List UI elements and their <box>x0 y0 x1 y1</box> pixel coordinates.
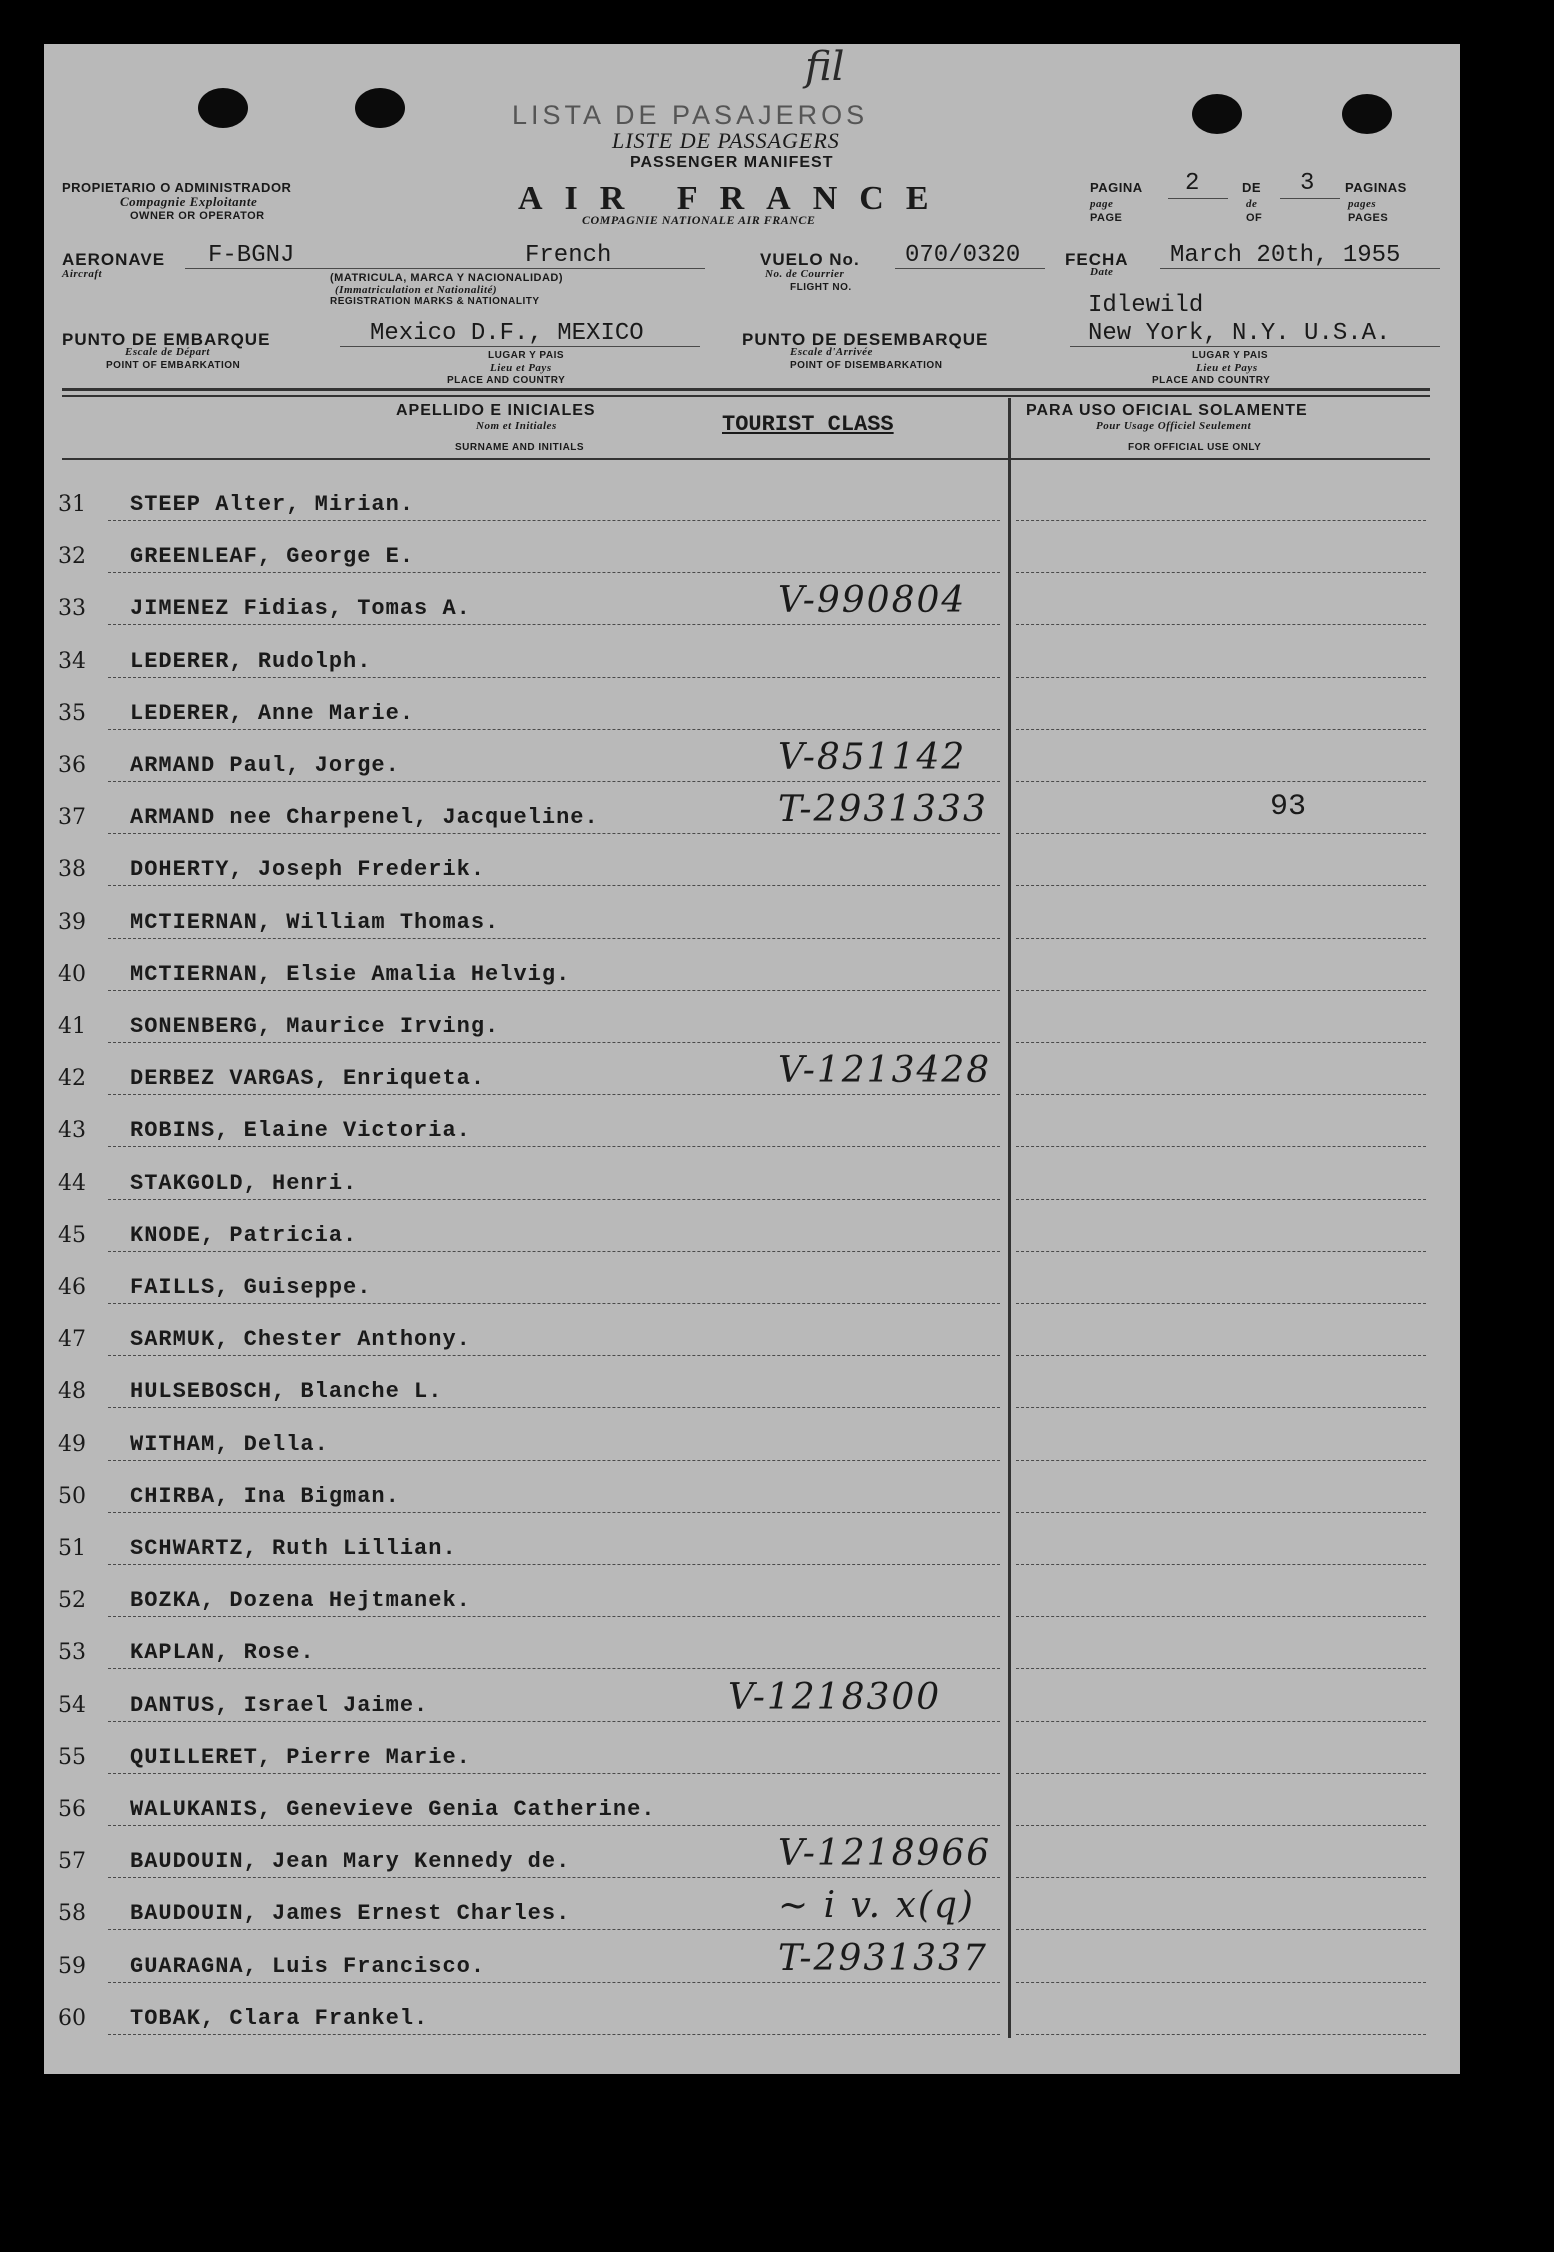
official-column-header: PARA USO OFICIAL SOLAMENTE <box>1026 402 1308 419</box>
row-rule <box>108 1982 1000 1983</box>
official-row-rule <box>1016 1929 1426 1930</box>
row-number: 52 <box>58 1588 86 1614</box>
official-row-rule <box>1016 1146 1426 1147</box>
pages-label: PAGINAS <box>1345 180 1407 195</box>
row-rule <box>108 572 1000 573</box>
flight-date: March 20th, 1955 <box>1170 242 1401 269</box>
official-row-rule <box>1016 938 1426 939</box>
names-column-header-fr: Nom et Initiales <box>476 420 557 432</box>
owner-label-en: OWNER OR OPERATOR <box>130 210 265 222</box>
row-number: 40 <box>58 961 86 987</box>
official-column-header-en: FOR OFFICIAL USE ONLY <box>1128 442 1262 453</box>
disembark-place-label-fr: Lieu et Pays <box>1196 362 1258 374</box>
row-rule <box>108 1721 1000 1722</box>
document-number: V-1213428 <box>778 1050 992 1092</box>
official-row-rule <box>1016 833 1426 834</box>
document-number: V-851142 <box>778 737 967 778</box>
row-number: 56 <box>58 1797 86 1822</box>
row-number: 57 <box>58 1849 86 1875</box>
document-number: V-990804 <box>778 580 967 622</box>
punch-hole <box>355 88 405 128</box>
passenger-name: JIMENEZ Fidias, Tomas A. <box>130 596 471 622</box>
flight-label: VUELO No. <box>760 250 860 269</box>
official-row-rule <box>1016 1303 1426 1304</box>
embark-place-label: LUGAR Y PAIS <box>488 350 565 361</box>
official-column-header-fr: Pour Usage Officiel Seulement <box>1096 420 1252 432</box>
passenger-name: STAKGOLD, Henri. <box>130 1170 358 1196</box>
column-divider <box>1008 398 1011 2038</box>
aircraft-label: AERONAVE <box>62 250 166 269</box>
row-rule <box>108 2034 1000 2035</box>
row-rule <box>108 1668 1000 1669</box>
row-number: 58 <box>58 1901 86 1927</box>
of-label-en: OF <box>1246 212 1263 224</box>
row-number: 46 <box>58 1275 86 1300</box>
passenger-name: BAUDOUIN, Jean Mary Kennedy de. <box>130 1849 571 1875</box>
disembark-place-label: LUGAR Y PAIS <box>1192 350 1269 361</box>
page-label-fr: page <box>1090 198 1114 210</box>
official-row-rule <box>1016 1825 1426 1826</box>
passenger-name: FAILLS, Guiseppe. <box>130 1275 372 1300</box>
pages-label-fr: pages <box>1348 198 1377 210</box>
document-number: T-2931333 <box>778 789 988 831</box>
document-number: V-1218966 <box>778 1833 992 1875</box>
row-rule <box>108 1042 1000 1043</box>
row-rule <box>108 1773 1000 1774</box>
official-row-rule <box>1016 1616 1426 1617</box>
embark-place-label-en: PLACE AND COUNTRY <box>447 375 566 386</box>
row-number: 45 <box>58 1222 86 1248</box>
passenger-name: DOHERTY, Joseph Frederik. <box>130 857 486 883</box>
disembark-airport: Idlewild <box>1088 292 1204 319</box>
row-number: 31 <box>58 492 86 517</box>
aircraft-nationality: French <box>525 242 612 269</box>
row-rule <box>108 1929 1000 1930</box>
row-rule <box>108 1564 1000 1565</box>
names-column-header-en: SURNAME AND INITIALS <box>455 442 585 453</box>
passenger-name: SCHWARTZ, Ruth Lillian. <box>130 1536 457 1561</box>
official-row-rule <box>1016 885 1426 886</box>
passenger-name: WITHAM, Della. <box>130 1431 329 1457</box>
official-row-rule <box>1016 1094 1426 1095</box>
aircraft-label-fr: Aircraft <box>62 268 103 280</box>
row-number: 37 <box>58 805 86 831</box>
passenger-name: BOZKA, Dozena Hejtmanek. <box>130 1588 471 1614</box>
row-number: 55 <box>58 1744 86 1770</box>
column-header-rule <box>62 458 1430 460</box>
passenger-name: TOBAK, Clara Frankel. <box>130 2005 429 2031</box>
row-rule <box>108 1407 1000 1408</box>
embark-label: PUNTO DE EMBARQUE <box>62 330 271 349</box>
passenger-name: STEEP Alter, Mirian. <box>130 492 415 517</box>
row-number: 44 <box>58 1170 86 1196</box>
passenger-name: MCTIERNAN, Elsie Amalia Helvig. <box>130 961 571 987</box>
pages-label-en: PAGES <box>1348 212 1389 224</box>
class-label: TOURIST CLASS <box>722 412 894 437</box>
disembark-label-en: POINT OF DISEMBARKATION <box>790 360 943 371</box>
row-rule <box>108 520 1000 521</box>
passenger-name: LEDERER, Rudolph. <box>130 648 372 674</box>
registration-label: (MATRICULA, MARCA Y NACIONALIDAD) <box>330 272 564 284</box>
row-number: 51 <box>58 1536 86 1561</box>
punch-hole <box>1342 94 1392 134</box>
passenger-name: BAUDOUIN, James Ernest Charles. <box>130 1901 571 1927</box>
row-rule <box>108 1825 1000 1826</box>
date-label: FECHA <box>1065 250 1129 269</box>
aircraft-registration: F-BGNJ <box>208 242 295 269</box>
registration-label-fr: (Immatriculation et Nationalité) <box>335 284 498 296</box>
embark-place-label-fr: Lieu et Pays <box>490 362 552 374</box>
document-number: T-2931337 <box>778 1937 988 1979</box>
title-english: PASSENGER MANIFEST <box>630 154 834 171</box>
header-divider <box>62 388 1430 391</box>
row-number: 32 <box>58 544 86 570</box>
passenger-name: ROBINS, Elaine Victoria. <box>130 1118 471 1144</box>
document-number: ~ i v. x(q) <box>778 1885 975 1927</box>
row-number: 36 <box>58 753 86 778</box>
passenger-name: WALUKANIS, Genevieve Genia Catherine. <box>130 1797 656 1822</box>
owner-label-fr: Compagnie Exploitante <box>120 194 258 209</box>
passenger-name: DANTUS, Israel Jaime. <box>130 1692 429 1718</box>
row-number: 47 <box>58 1327 86 1353</box>
row-number: 39 <box>58 909 86 935</box>
airline-sub: COMPAGNIE NATIONALE AIR FRANCE <box>582 213 816 227</box>
row-rule <box>108 1199 1000 1200</box>
official-row-rule <box>1016 624 1426 625</box>
official-row-rule <box>1016 729 1426 730</box>
names-column-header: APELLIDO E INICIALES <box>396 402 596 419</box>
row-rule <box>108 781 1000 782</box>
row-number: 34 <box>58 648 86 674</box>
official-row-rule <box>1016 990 1426 991</box>
disembark-label-fr: Escale d'Arrivée <box>790 346 873 358</box>
passenger-name: DERBEZ VARGAS, Enriqueta. <box>130 1066 486 1092</box>
disembark-place: New York, N.Y. U.S.A. <box>1088 320 1391 347</box>
official-row-rule <box>1016 677 1426 678</box>
disembark-place-label-en: PLACE AND COUNTRY <box>1152 375 1271 386</box>
official-row-rule <box>1016 1512 1426 1513</box>
flight-label-en: FLIGHT NO. <box>790 282 852 293</box>
row-number: 43 <box>58 1118 86 1144</box>
passenger-name: HULSEBOSCH, Blanche L. <box>130 1379 443 1405</box>
row-rule <box>108 1460 1000 1461</box>
row-number: 33 <box>58 596 86 622</box>
official-row-rule <box>1016 1721 1426 1722</box>
row-number: 59 <box>58 1953 86 1979</box>
row-rule <box>108 990 1000 991</box>
official-row-rule <box>1016 1407 1426 1408</box>
row-rule <box>108 1512 1000 1513</box>
handwritten-initial: fil <box>805 44 845 90</box>
passenger-name: CHIRBA, Ina Bigman. <box>130 1483 400 1509</box>
row-number: 42 <box>58 1066 86 1092</box>
official-row-rule <box>1016 1668 1426 1669</box>
date-label-fr: Date <box>1090 266 1114 278</box>
row-rule <box>108 885 1000 886</box>
passenger-name: SONENBERG, Maurice Irving. <box>130 1014 500 1039</box>
page-label: PAGINA <box>1090 180 1143 195</box>
flight-label-fr: No. de Courrier <box>765 268 845 280</box>
passenger-name: KNODE, Patricia. <box>130 1222 358 1248</box>
document-number: V-1218300 <box>728 1676 942 1718</box>
official-row-rule <box>1016 1355 1426 1356</box>
passenger-name: SARMUK, Chester Anthony. <box>130 1327 471 1353</box>
row-rule <box>108 833 1000 834</box>
official-row-rule <box>1016 1773 1426 1774</box>
page-total: 3 <box>1300 170 1315 197</box>
row-number: 50 <box>58 1483 86 1509</box>
row-rule <box>108 624 1000 625</box>
official-row-rule <box>1016 1199 1426 1200</box>
row-rule <box>108 729 1000 730</box>
row-rule <box>108 1877 1000 1878</box>
row-rule <box>108 938 1000 939</box>
row-rule <box>108 1094 1000 1095</box>
row-number: 38 <box>58 857 86 883</box>
embark-place: Mexico D.F., MEXICO <box>370 320 644 347</box>
passenger-name: MCTIERNAN, William Thomas. <box>130 909 500 935</box>
row-rule <box>108 1146 1000 1147</box>
official-row-rule <box>1016 2034 1426 2035</box>
official-mark: 93 <box>1270 790 1307 824</box>
disembark-label: PUNTO DE DESEMBARQUE <box>742 330 989 349</box>
row-number: 49 <box>58 1431 86 1457</box>
official-row-rule <box>1016 1877 1426 1878</box>
row-number: 48 <box>58 1379 86 1405</box>
passenger-name: ARMAND Paul, Jorge. <box>130 753 400 778</box>
official-row-rule <box>1016 572 1426 573</box>
row-number: 35 <box>58 700 86 726</box>
passenger-name: GREENLEAF, George E. <box>130 544 415 570</box>
official-row-rule <box>1016 1251 1426 1252</box>
passenger-name: GUARAGNA, Luis Francisco. <box>130 1953 486 1979</box>
of-label: DE <box>1242 180 1262 195</box>
row-rule <box>108 1303 1000 1304</box>
airline-name: AIR FRANCE <box>518 180 951 217</box>
row-number: 60 <box>58 2005 86 2031</box>
embark-label-fr: Escale de Départ <box>125 346 210 358</box>
row-rule <box>108 677 1000 678</box>
owner-label: PROPIETARIO O ADMINISTRADOR <box>62 180 292 195</box>
passenger-name: LEDERER, Anne Marie. <box>130 700 415 726</box>
registration-label-en: REGISTRATION MARKS & NATIONALITY <box>330 296 540 307</box>
row-number: 41 <box>58 1014 86 1039</box>
passenger-name: ARMAND nee Charpenel, Jacqueline. <box>130 805 599 831</box>
official-row-rule <box>1016 1042 1426 1043</box>
page-number: 2 <box>1185 170 1200 197</box>
of-label-fr: de <box>1246 198 1258 210</box>
header-divider <box>62 395 1430 397</box>
official-row-rule <box>1016 1982 1426 1983</box>
page-label-en: PAGE <box>1090 212 1123 224</box>
row-number: 53 <box>58 1640 86 1666</box>
official-row-rule <box>1016 781 1426 782</box>
punch-hole <box>1192 94 1242 134</box>
row-number: 54 <box>58 1692 86 1718</box>
flight-number: 070/0320 <box>905 242 1021 269</box>
row-rule <box>108 1251 1000 1252</box>
embark-label-en: POINT OF EMBARKATION <box>106 360 241 371</box>
passenger-name: QUILLERET, Pierre Marie. <box>130 1744 471 1770</box>
row-rule <box>108 1355 1000 1356</box>
official-row-rule <box>1016 1564 1426 1565</box>
official-row-rule <box>1016 520 1426 521</box>
official-row-rule <box>1016 1460 1426 1461</box>
passenger-name: KAPLAN, Rose. <box>130 1640 315 1666</box>
title-french: LISTE DE PASSAGERS <box>612 128 840 153</box>
punch-hole <box>198 88 248 128</box>
row-rule <box>108 1616 1000 1617</box>
title-spanish: LISTA DE PASAJEROS <box>512 100 869 130</box>
